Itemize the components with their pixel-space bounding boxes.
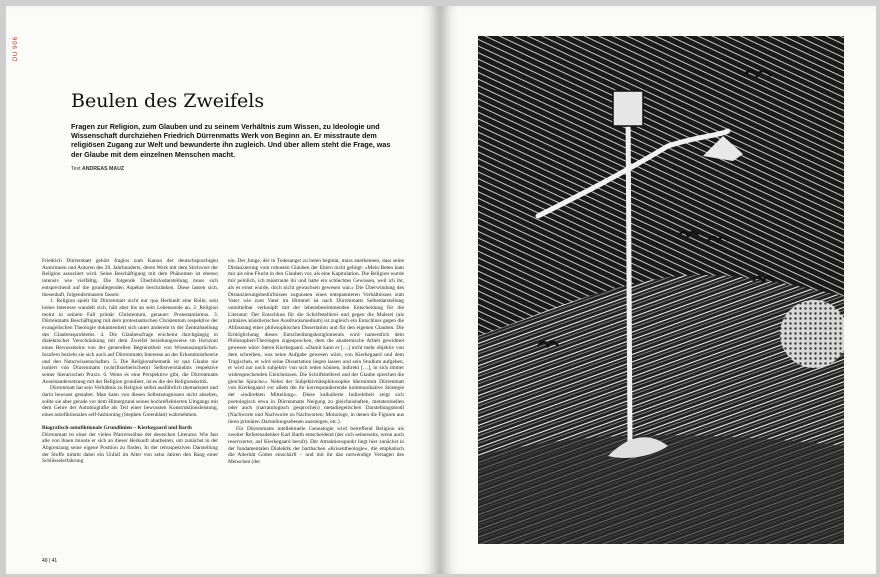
section-tag: DU 906 [12,36,19,62]
paragraph: Dürrenmatt hat sein Verhältnis zu Religion selbst ausführlich thematisiert und darin bewusst gestaltet. Man kann von diesen Selbstzeugnissen nicht absehen, sollte sie aber gerade vor dem Hintergrund seines hochreflektierten Umgangs mit dem Genre der Autobiografie als Teil einer bewussten Konstruktionsleistung, eines autofiktionalen self-fashioning (Stephen Greenblatt) wahrnehmen. [42,385,218,419]
page-numbers: 40 | 41 [42,558,58,564]
paragraph: Dürrenmatt ist einer der vielen Pfarrerssöhne der deutschen Literatur. Wie fast alle von ihnen musste er sich an dieser Herkunft abarbeiten, um zunächst in der Abgrenzung seine eigene Position zu finden. In der retrospektiven Darstellung der Stoffe nimmt dabei ein Unfall im Alter von zehn Jahren den Rang einer Schlüsselerfahrung [42,431,218,465]
body-column-1 [42,258,218,558]
section-subhead [42,425,218,432]
left-page [6,6,440,574]
artwork-image [478,36,844,544]
paragraph: Für Dürrenmatts intellektuelle Genealogie wird betreffend Religion als zweiter Referenzdenker Karl Barth entscheidend (der sich seinerseits, wenn auch reservierter, auf Kierkegaard beruft). Der Attraktionspunkt liegt hier zunächst in der fundamentalen Dialektik der barthschen «Krisentheologie», die emphatisch die Alterität Gottes einschärft – und mit ihr das notwendige Versagen des Menschen (der [228,425,404,466]
byline-prefix: Text [71,166,81,172]
subhead-text: Biografisch-autofiktionale Grundlinien – Kierkegaard und Barth [42,424,192,431]
paragraph: 1. Religion spielt für Dürrenmatt nicht nur qua Herkunft eine Rolle; sein hohes Interesse wandelt sich, hält aber bis an sein Lebensende an. 2. Religion meint in seinem Fall primär Christentum, genauer: Protestantismus. 3. Dürrenmatts Beschäftigung mit dem protestantischen Christentum respektive der evangelischen Theologie dokumentiert sich unter anderem in der Zentralstellung des Glaubensproblems. 4. Die Glaubensfrage erscheint durchgängig in dialektischer Verschränkung mit dem Zweifel beziehungsweise im Horizont eines Bewusstseins von der generellen Begrenztheit von Wissensansprüchen. Insofern bezieht sie sich auch auf Dürrenmatts Interesse an der Erkenntnistheorie und den Naturwissenschaften. 5. Die Religionsthematik ist qua Glaube nie isoliert von Dürrenmatts (schriftstellerischem) Selbstverständnis respektive seiner literarischen Praxis. 6. Wenn es eine Perspektive gibt, die Dürrenmatts Auseinandersetzung mit der Religion grundiert, ist es die der Religionskritik. [42,298,218,385]
byline-author: ANDREAS MAUZ [81,166,125,172]
body-column-2 [228,258,404,554]
article-title: Beulen des Zweifels [71,90,265,112]
byline [71,166,124,172]
paragraph: Friedrich Dürrenmatt gehört fraglos zum Kanon der deutschsprachigen Autorinnen und Autoren des 20. Jahrhunderts, deren Werk mit dem Stichwort der Religion assoziiert wird. Seine Beschäftigung mit dem Phänomen ist ebenso intensiv wie vielfältig. Die folgende Überblicksdarstellung muss sich entsprechend auf die grundlegenden Aspekte beschränken. Diese lassen sich, thesenhaft, folgendermassen fassen: [42,258,218,298]
paragraph: ein. Der Junge, der in Todesangst zu beten beginnt, muss anerkennen, dass seine Distanzierung vom robusten Glauben der Eltern nicht gelingt: «Mein Beten kam mir als eine Flucht in den Glauben vor, als eine Kapitulation. Die Religion wurde mir peinlich, ich misstraute ihr und hatte ein schlechtes Gewissen, weil ich ihr, als es ernst wurde, doch nicht gewachsen gewesen war.» Die Überwindung des Distanzierungsbedürfnisses zugunsten eines entspannteren Verhältnisses zum Vater wie zum Vater im Himmel ist nach Dürrenmatts Selbstdarstellung unmittelbar verknüpft mit der lebensbestimmenden Entscheidung für die Literatur: Der Entschluss für die Schriftstellerei und gegen die Malerei (als primäres künstlerisches Ausdrucksmedium) ist zugleich ein Entschluss gegen die Abfassung einer philosophischen Dissertation und für den eigenen Glauben. Die Ermöglichung dieses Entscheidungskonglomerats wird namentlich dem Philosophen/Theologen zugesprochen, dem die akademische Arbeit gewidmet gewesen wäre: Søren Kierkegaard. «Damit kann er […] nicht mehr objektiv von dem schreiben, was seine Aufgabe gewesen wäre, von Kierkegaard und dem Tragischen, er wird seine Dissertation liegen lassen und sein Studium aufgeben, er wird nur noch subjektiv von sich reden können, indirekt […], in sich immer widersprechenden Gleichnissen. Die Schriftstellerei und der Glaube sprechen die gleiche Sprache.» Nebst der Subjektivitätsphilosophie übernimmt Dürrenmatt von Kierkegaard vor allem die ihr korrespondierende kommunikative Strategie der «indirekten Mitteilung». Diese kalkulierte Indirektheit zeigt sich poetologisch etwa in Dürrenmatts Neigung zu gleichnishaften, metatextuellen oder auch (narratologisch gesprochen) metadiegetischen Darstellungsmodi (Nachworte und Nachworte zu Nachworten; Monologe, in denen die Figuren aus ihren primären Darstellungsebenen aussteigen, etc.). [228,258,404,425]
article-lead: Fragen zur Religion, zum Glauben und zu seinem Verhältnis zum Wissen, zu Ideologie und Wissenschaft durchziehen Friedrich Dürrenmatts Werk von Beginn an. Er misstraute dem religiösen Zugang zur Welt und bewunderte ihn zugleich. Und über allem steht die Frage, was der Glaube mit dem einzelnen Menschen macht. [71,122,391,159]
